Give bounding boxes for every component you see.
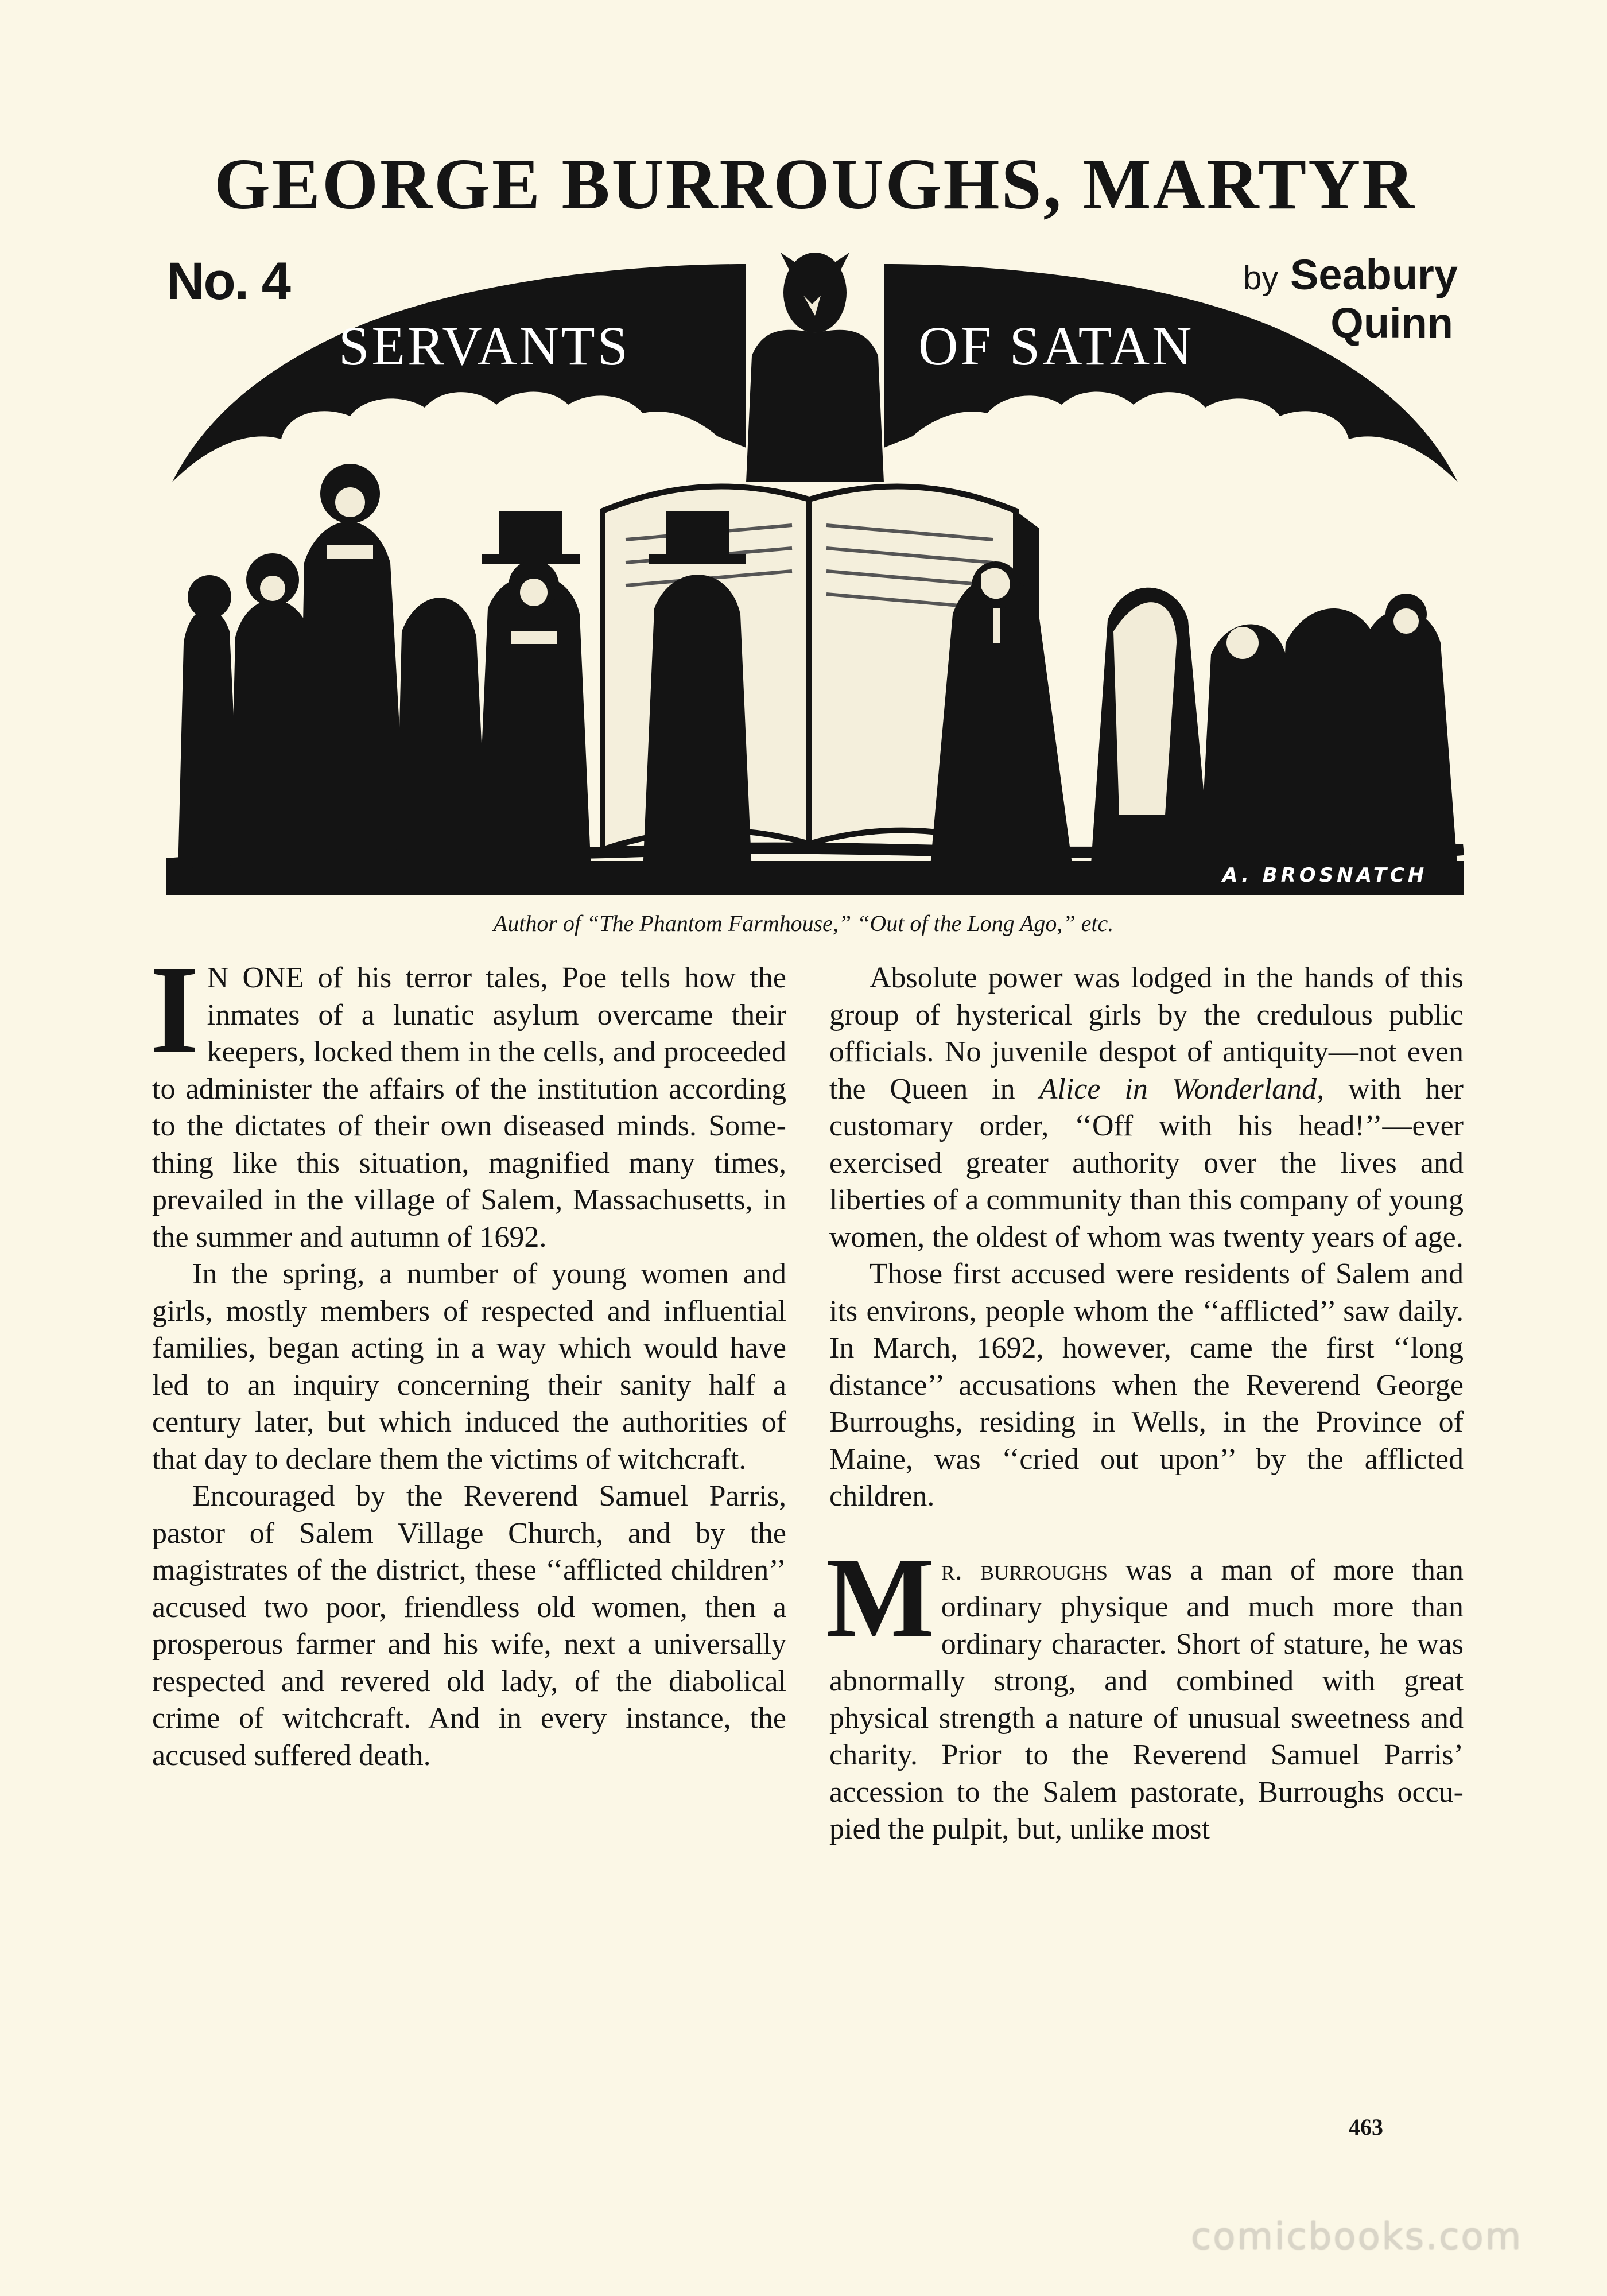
page-title: GEORGE BURROUGHS, MARTYR: [214, 145, 1416, 224]
byline-by: by: [1243, 259, 1279, 297]
drop-cap-i: I: [150, 940, 199, 1080]
series-title-right: OF SATAN: [918, 315, 1194, 377]
right-paragraph-3: [826, 1534, 1464, 1848]
left-paragraph-1-text: N ONE of his terror tales, Poe tells how the inmates of a lunatic asylum overcame their keepers, locked them in the cells, and proceeded to administer the affairs of the institution according to the dictates of their own diseased minds. Something like this situation, magnified many times, prevailed in the village of Salem, Massachusetts, in the summer and autumn of 1692.: [152, 961, 786, 1254]
right-paragraph-3-text: was a man of more than ordinary physique and much more than ordinary character. Short of stature, he was abnormally strong, and combined with great physical strength a nature of unusual sweetness and charity. Prior to the Reverend Samuel Parris’ accession to the Salem pastorate, Burroughs occupied the pulpit, but, unlike most: [829, 1553, 1464, 1845]
crowd-left: [178, 464, 752, 872]
issue-number: No. 4: [166, 252, 290, 311]
book-title-italic: Alice in Wonderland,: [1039, 1072, 1325, 1106]
drop-cap-m: M: [826, 1534, 934, 1661]
left-paragraph-1: [150, 940, 786, 1256]
byline-name-last: Quinn: [1330, 299, 1453, 347]
byline-name-first: Seabury: [1290, 251, 1458, 298]
left-paragraph-3: Encouraged by the Reverend Samuel Parris, pastor of Salem Village Church, and by the magistrates of the district, these ‘‘afflicted children’’ accused two poor, friendless old women, then a prosperous farmer and his wife, next a universally respected and revered old lady, of the diabolical crime of witchcraft. And in every instance, the accused suffered death.: [152, 1480, 786, 1772]
lead-in-smallcaps: r. burroughs: [941, 1553, 1108, 1587]
right-paragraph-1-end: with her customary order, ‘‘Off with his head!’’—ever exercised greater authority over the lives and liberties of a community than this company of young women, the oldest of whom was twenty years of age.: [829, 1072, 1464, 1254]
right-column: [826, 960, 1464, 1848]
artist-signature: A. BROSNATCH: [1222, 864, 1428, 887]
right-paragraph-1-start: Absolute power was lodged in the hands of this group of hysterical girls by the credulous public officials. No juvenile despot of antiquity—not even the Queen in: [829, 961, 1464, 1106]
header-illustration: [166, 241, 1464, 895]
left-paragraph-2: In the spring, a number of young women and girls, mostly members of respected and influential families, began acting in a way which would have led to an inquiry concerning their sanity half a century later, but which induced the authorities of that day to declare them the victims of witchcraft.: [152, 1258, 786, 1476]
watermark: comicbooks.com: [1191, 2216, 1523, 2258]
left-column: [150, 940, 786, 1774]
right-paragraph-2: Those first accused were residents of Salem and its environs, people whom the ‘‘afflicted’’ saw daily. In March, 1692, however, came the first ‘‘long distance’’ accusations when the Reverend George Burroughs, residing in Wells, in the Province of Maine, was ‘‘cried out upon’’ by the afflicted children.: [829, 1258, 1464, 1512]
series-title-left: SERVANTS: [339, 315, 631, 377]
right-paragraph-1: [829, 960, 1464, 1256]
devil-figure: [746, 253, 884, 482]
crowd-right: [930, 561, 1458, 872]
caption: Author of “The Phantom Farmhouse,” “Out of the Long Ago,” etc.: [493, 910, 1114, 936]
page-number: 463: [1349, 2114, 1383, 2140]
